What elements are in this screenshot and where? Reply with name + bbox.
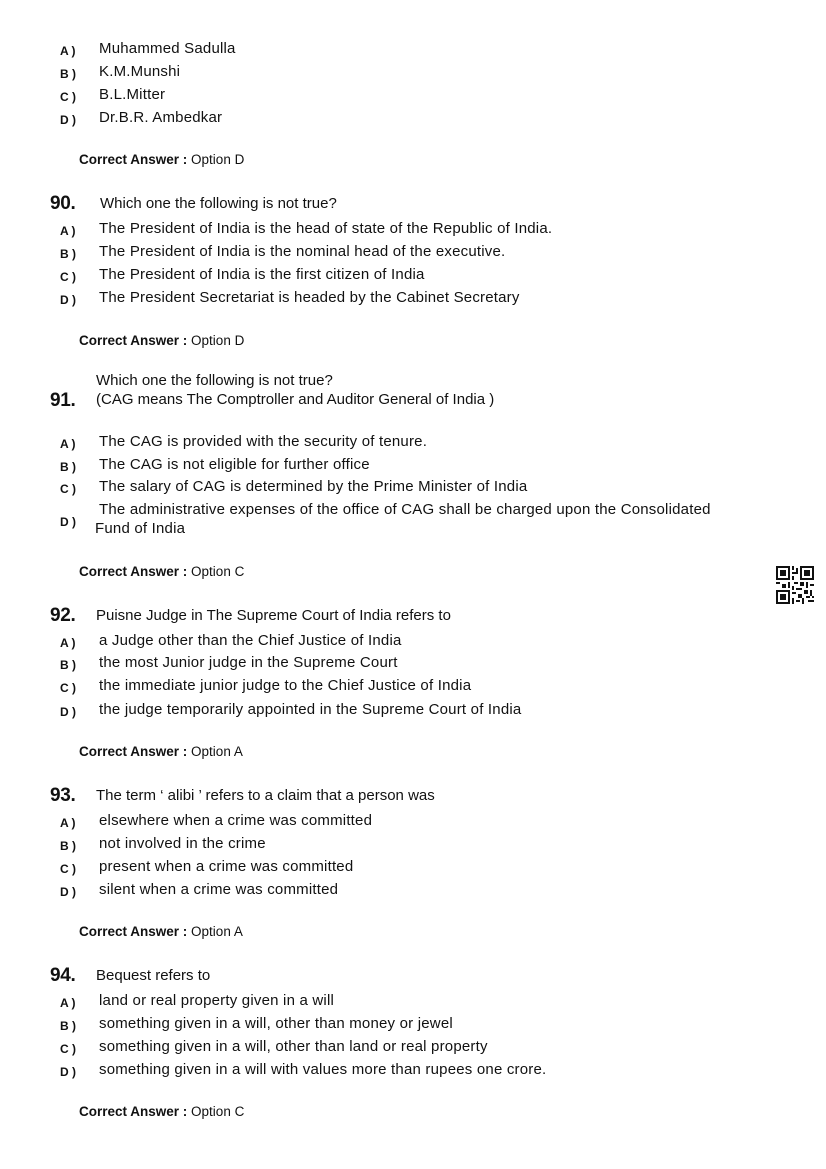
- option-b-text: the most Junior judge in the Supreme Court: [99, 654, 398, 671]
- option-a-label: A ): [60, 816, 76, 830]
- option-a-text: elsewhere when a crime was committed: [99, 812, 373, 829]
- option-b-label: B ): [60, 1019, 76, 1033]
- correct-answer-value: Option D: [191, 152, 245, 167]
- question-text: Which one the following is not true?: [100, 195, 337, 212]
- option-d-label: D ): [60, 113, 76, 127]
- question-number: 91.: [50, 390, 76, 411]
- correct-answer-value: Option D: [191, 333, 245, 348]
- option-c-label: C ): [60, 482, 76, 496]
- correct-answer-value: Option C: [191, 564, 245, 579]
- option-a-text: The President of India is the head of state of the Republic of India.: [99, 220, 553, 237]
- option-c-text: B.L.Mitter: [99, 86, 166, 103]
- option-d-text: the judge temporarily appointed in the Supreme Court of India: [99, 701, 522, 718]
- question-text: Bequest refers to: [96, 967, 211, 984]
- option-d-label: D ): [60, 293, 76, 307]
- correct-answer-value: Option C: [191, 1104, 245, 1119]
- option-c-text: present when a crime was committed: [99, 858, 354, 875]
- option-d-text: silent when a crime was committed: [99, 881, 339, 898]
- option-b-label: B ): [60, 247, 76, 261]
- option-d-text-line-2: Fund of India: [95, 520, 186, 537]
- option-c-text: something given in a will, other than land or real property: [99, 1038, 488, 1055]
- option-c-text: The President of India is the first citizen of India: [99, 266, 425, 283]
- question-text: Puisne Judge in The Supreme Court of India refers to: [96, 607, 451, 624]
- option-d-text: The President Secretariat is headed by the Cabinet Secretary: [99, 289, 520, 306]
- option-d-label: D ): [60, 515, 76, 529]
- correct-answer-label: Correct Answer :: [79, 924, 188, 939]
- option-c-label: C ): [60, 270, 76, 284]
- option-a-text: Muhammed Sadulla: [99, 40, 236, 57]
- question-text: The term ‘ alibi ’ refers to a claim that a person was: [96, 787, 435, 804]
- option-b-text: K.M.Munshi: [99, 63, 181, 80]
- option-c-label: C ): [60, 681, 76, 695]
- correct-answer: [79, 564, 244, 579]
- option-a-text: The CAG is provided with the security of tenure.: [99, 433, 428, 450]
- correct-answer: [79, 744, 243, 759]
- option-b-label: B ): [60, 658, 76, 672]
- question-number: 93.: [50, 785, 76, 806]
- option-b-text: something given in a will, other than money or jewel: [99, 1015, 453, 1032]
- option-c-label: C ): [60, 1042, 76, 1056]
- question-number: 94.: [50, 965, 76, 986]
- correct-answer: [79, 333, 244, 348]
- correct-answer-label: Correct Answer :: [79, 152, 188, 167]
- option-a-label: A ): [60, 44, 76, 58]
- correct-answer-label: Correct Answer :: [79, 333, 188, 348]
- correct-answer: [79, 1104, 244, 1119]
- option-d-text: something given in a will with values more than rupees one crore.: [99, 1061, 547, 1078]
- option-b-text: not involved in the crime: [99, 835, 266, 852]
- correct-answer-label: Correct Answer :: [79, 744, 188, 759]
- option-d-text-line-1: The administrative expenses of the office of CAG shall be charged upon the Consolidated: [99, 501, 711, 518]
- option-a-label: A ): [60, 996, 76, 1010]
- option-c-label: C ): [60, 862, 76, 876]
- question-text-line-1: Which one the following is not true?: [96, 372, 333, 389]
- option-a-text: land or real property given in a will: [99, 992, 335, 1009]
- correct-answer: [79, 924, 243, 939]
- question-text-line-2: (CAG means The Comptroller and Auditor General of India ): [96, 391, 495, 408]
- correct-answer-value: Option A: [191, 744, 243, 759]
- option-d-label: D ): [60, 705, 76, 719]
- option-a-label: A ): [60, 224, 76, 238]
- qr-code-icon: [776, 566, 814, 604]
- option-a-label: A ): [60, 636, 76, 650]
- option-d-text: Dr.B.R. Ambedkar: [99, 109, 223, 126]
- question-number: 90.: [50, 193, 76, 214]
- option-b-label: B ): [60, 67, 76, 81]
- option-b-label: B ): [60, 839, 76, 853]
- option-d-label: D ): [60, 1065, 76, 1079]
- option-b-label: B ): [60, 460, 76, 474]
- option-b-text: The President of India is the nominal head of the executive.: [99, 243, 506, 260]
- option-a-text: a Judge other than the Chief Justice of India: [99, 632, 402, 649]
- option-c-label: C ): [60, 90, 76, 104]
- option-c-text: The salary of CAG is determined by the Prime Minister of India: [99, 478, 528, 495]
- correct-answer-label: Correct Answer :: [79, 1104, 188, 1119]
- option-d-label: D ): [60, 885, 76, 899]
- option-a-label: A ): [60, 437, 76, 451]
- correct-answer-label: Correct Answer :: [79, 564, 188, 579]
- question-number: 92.: [50, 605, 76, 626]
- correct-answer-value: Option A: [191, 924, 243, 939]
- correct-answer: [79, 152, 244, 167]
- option-b-text: The CAG is not eligible for further office: [99, 456, 370, 473]
- option-c-text: the immediate junior judge to the Chief Justice of India: [99, 677, 472, 694]
